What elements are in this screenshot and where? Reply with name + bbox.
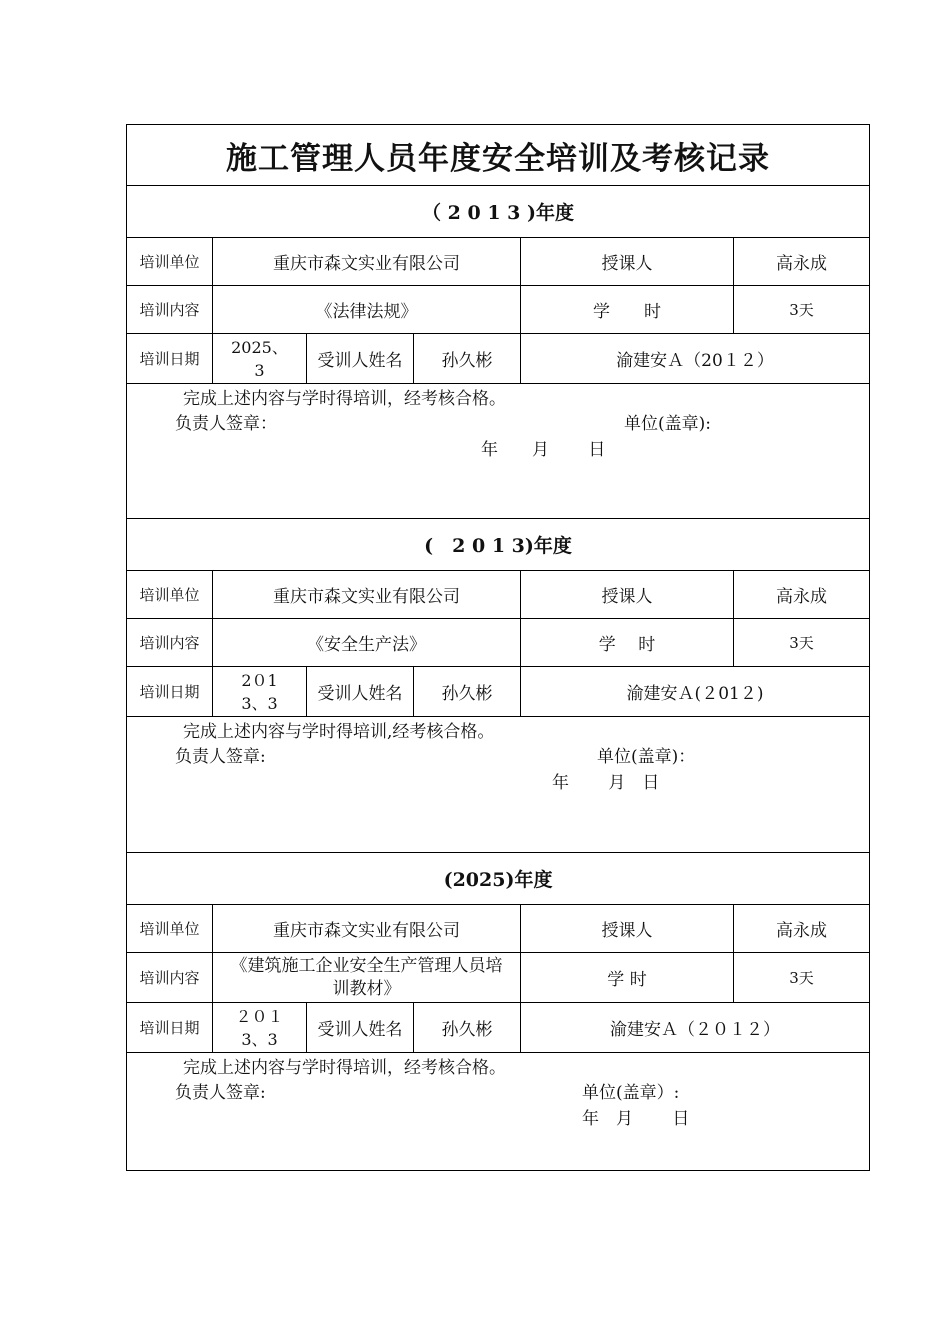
date-label: 培训日期 — [127, 334, 213, 384]
seal-label: 单位(盖章)： — [597, 747, 696, 767]
date-blank: 年 月 日 — [481, 440, 606, 460]
content-value: 《法律法规》 — [213, 286, 521, 334]
completion-text: 完成上述内容与学时得培训，经考核合格。 — [183, 389, 506, 409]
content-line-2: 训教材》 — [332, 978, 401, 999]
completion-text: 完成上述内容与学时得培训，经考核合格。 — [183, 1058, 506, 1078]
trainee-value: 孙久彬 — [414, 1003, 521, 1053]
date-line-1: ２０１ — [235, 1006, 284, 1026]
unit-value: 重庆市森文实业有限公司 — [213, 905, 521, 953]
content-label: 培训内容 — [127, 286, 213, 334]
seal-label: 单位(盖章): — [624, 414, 711, 434]
content-label: 培训内容 — [127, 619, 213, 667]
date-line-1: 2０1 — [241, 670, 278, 690]
content-value — [213, 953, 521, 1003]
lecturer-label: 授课人 — [521, 238, 734, 286]
hours-label: 学 时 — [521, 286, 734, 334]
hours-value: 3天 — [734, 953, 870, 1003]
year-heading: (2025)年度 — [127, 853, 870, 905]
content-value: 《安全生产法》 — [213, 619, 521, 667]
date-line-1: 2025、 — [231, 337, 288, 357]
hours-label: 学 时 — [521, 619, 734, 667]
hours-label: 学 时 — [521, 953, 734, 1003]
page-title: 施工管理人员年度安全培训及考核记录 — [127, 125, 870, 186]
seal-label: 单位(盖章）: — [582, 1083, 680, 1103]
lecturer-value: 高永成 — [734, 571, 870, 619]
date-value — [213, 334, 307, 384]
signature-label: 负责人签章: — [175, 747, 266, 767]
unit-value: 重庆市森文实业有限公司 — [213, 238, 521, 286]
lecturer-value: 高永成 — [734, 905, 870, 953]
unit-label: 培训单位 — [127, 238, 213, 286]
date-label: 培训日期 — [127, 1003, 213, 1053]
trainee-value: 孙久彬 — [414, 334, 521, 384]
date-line-2: 3 — [254, 360, 265, 380]
certificate-value: 渝建安Ａ(２01２) — [521, 667, 870, 717]
trainee-label: 受训人姓名 — [307, 1003, 414, 1053]
assessment-note — [127, 717, 870, 853]
training-record-table — [126, 124, 870, 1171]
certificate-value: 渝建安Ａ（20１２） — [521, 334, 870, 384]
date-blank: 年 月 日 — [552, 773, 660, 793]
lecturer-value: 高永成 — [734, 238, 870, 286]
unit-value: 重庆市森文实业有限公司 — [213, 571, 521, 619]
trainee-label: 受训人姓名 — [307, 667, 414, 717]
assessment-note — [127, 1053, 870, 1171]
date-label: 培训日期 — [127, 667, 213, 717]
hours-value: 3天 — [734, 286, 870, 334]
date-line-2: 3、3 — [241, 693, 278, 713]
year-heading: ( 2 0 1 3)年度 — [127, 519, 870, 571]
trainee-value: 孙久彬 — [414, 667, 521, 717]
date-line-2: 3、3 — [241, 1029, 278, 1049]
unit-label: 培训单位 — [127, 571, 213, 619]
certificate-value: 渝建安Ａ（２０１２） — [521, 1003, 870, 1053]
date-blank: 年 月 日 — [582, 1109, 690, 1129]
content-line-1: 《建筑施工企业安全生产管理人员培 — [230, 955, 503, 976]
year-heading: （ 2 0 1 3 )年度 — [127, 186, 870, 238]
lecturer-label: 授课人 — [521, 571, 734, 619]
completion-text: 完成上述内容与学时得培训,经考核合格。 — [183, 722, 495, 742]
lecturer-label: 授课人 — [521, 905, 734, 953]
trainee-label: 受训人姓名 — [307, 334, 414, 384]
signature-label: 负责人签章： — [175, 414, 277, 434]
date-value — [213, 667, 307, 717]
date-value — [213, 1003, 307, 1053]
assessment-note — [127, 384, 870, 519]
hours-value: 3天 — [734, 619, 870, 667]
unit-label: 培训单位 — [127, 905, 213, 953]
signature-label: 负责人签章: — [175, 1083, 266, 1103]
content-label: 培训内容 — [127, 953, 213, 1003]
